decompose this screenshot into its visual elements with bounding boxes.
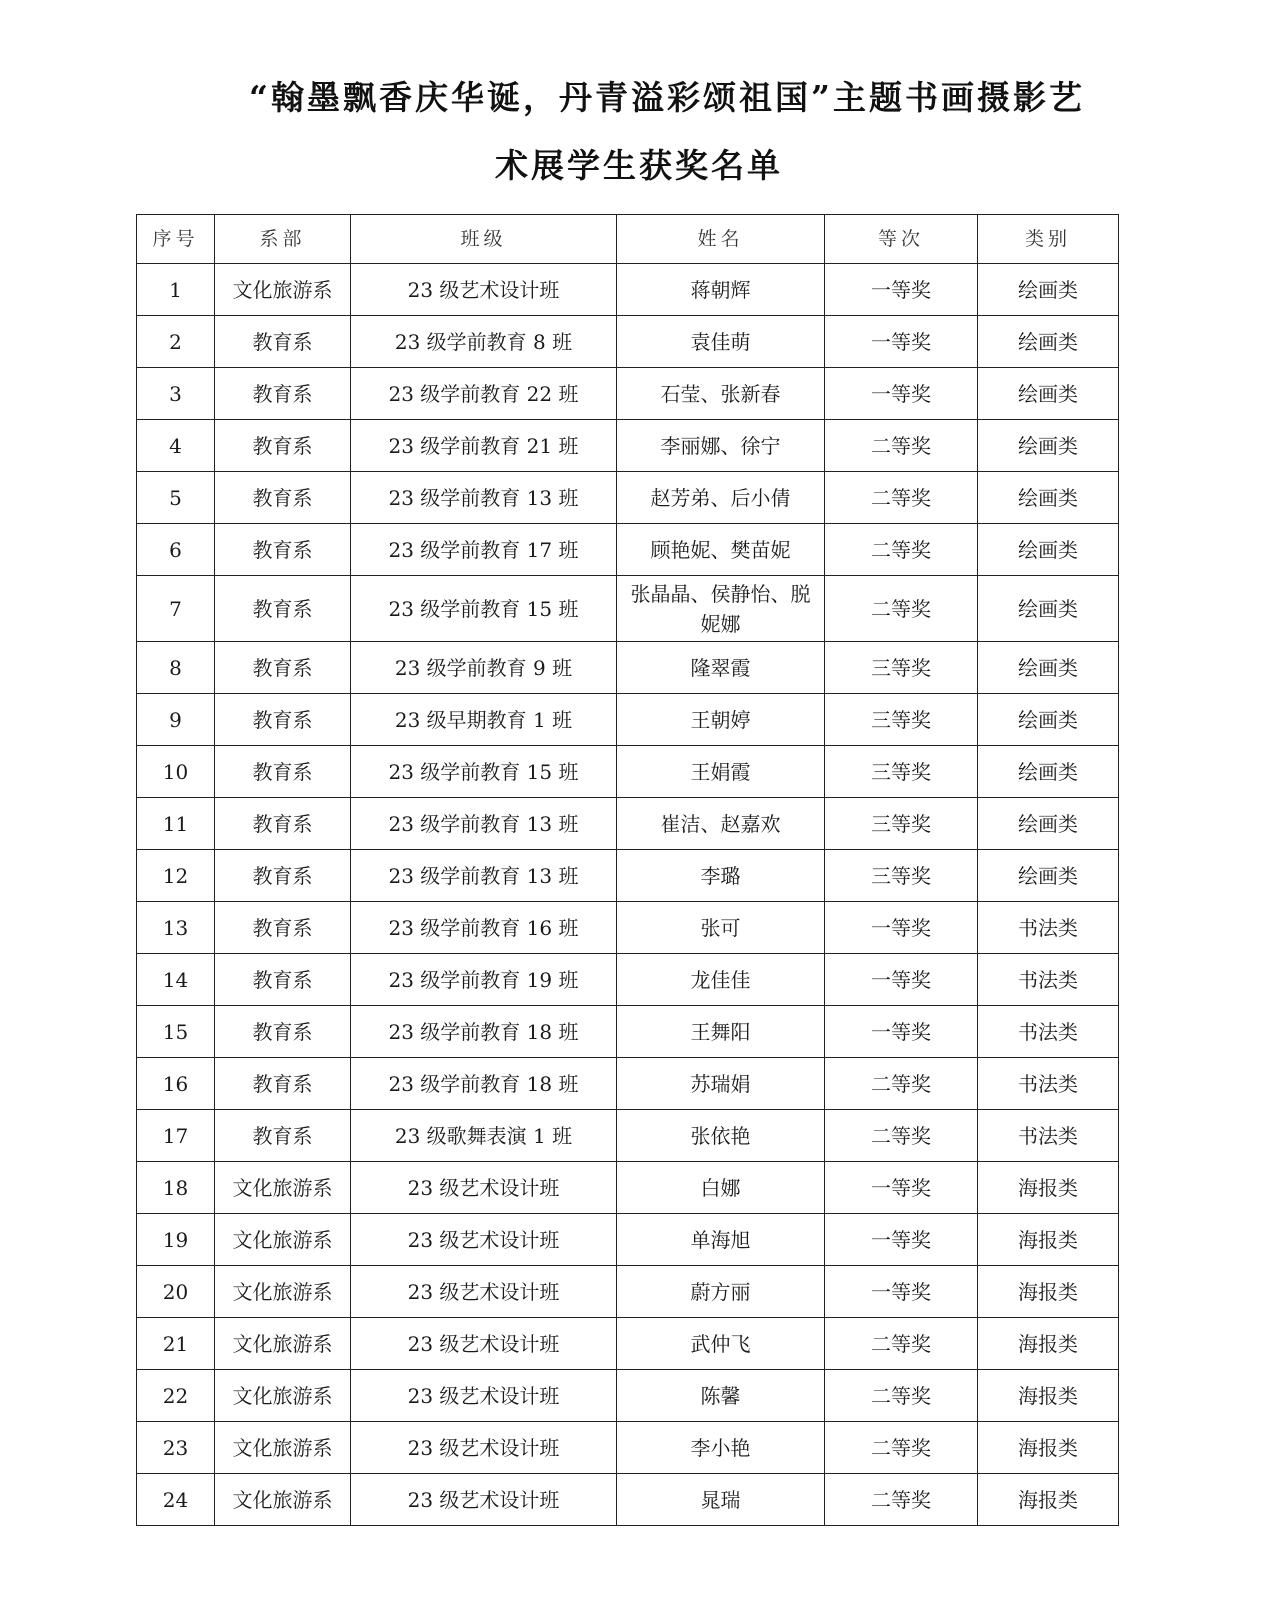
- award-table: [136, 214, 1119, 1526]
- cell-category: 海报类: [978, 1370, 1119, 1422]
- cell-rank: 一等奖: [825, 1214, 978, 1266]
- cell-rank: 二等奖: [825, 1110, 978, 1162]
- table-row: [137, 1006, 1119, 1058]
- cell-rank: 三等奖: [825, 850, 978, 902]
- cell-category: 书法类: [978, 902, 1119, 954]
- cell-name: 张依艳: [617, 1110, 825, 1162]
- cell-no: 23: [137, 1422, 215, 1474]
- cell-class: 23 级学前教育 15 班: [351, 576, 617, 642]
- cell-no: 14: [137, 954, 215, 1006]
- cell-no: 21: [137, 1318, 215, 1370]
- cell-name: 苏瑞娟: [617, 1058, 825, 1110]
- cell-name: 顾艳妮、樊苗妮: [617, 524, 825, 576]
- cell-rank: 二等奖: [825, 472, 978, 524]
- table-row: [137, 1318, 1119, 1370]
- table-row: [137, 1058, 1119, 1110]
- cell-no: 12: [137, 850, 215, 902]
- table-row: [137, 1266, 1119, 1318]
- cell-class: 23 级艺术设计班: [351, 1162, 617, 1214]
- table-row: [137, 1370, 1119, 1422]
- cell-category: 绘画类: [978, 798, 1119, 850]
- table-body: [137, 264, 1119, 1526]
- cell-name: 张可: [617, 902, 825, 954]
- cell-class: 23 级学前教育 18 班: [351, 1058, 617, 1110]
- cell-category: 书法类: [978, 1058, 1119, 1110]
- cell-rank: 二等奖: [825, 576, 978, 642]
- cell-class: 23 级学前教育 18 班: [351, 1006, 617, 1058]
- cell-name: 晁瑞: [617, 1474, 825, 1526]
- cell-rank: 一等奖: [825, 316, 978, 368]
- title-line-2: 术展学生获奖名单: [495, 146, 783, 185]
- cell-category: 海报类: [978, 1266, 1119, 1318]
- cell-class: 23 级歌舞表演 1 班: [351, 1110, 617, 1162]
- cell-category: 绘画类: [978, 420, 1119, 472]
- cell-name: 武仲飞: [617, 1318, 825, 1370]
- cell-category: 海报类: [978, 1162, 1119, 1214]
- cell-name: 白娜: [617, 1162, 825, 1214]
- cell-category: 书法类: [978, 954, 1119, 1006]
- cell-no: 4: [137, 420, 215, 472]
- cell-category: 绘画类: [978, 368, 1119, 420]
- header-rank: 等次: [825, 215, 978, 264]
- cell-department: 教育系: [215, 1058, 351, 1110]
- cell-no: 6: [137, 524, 215, 576]
- cell-name: 张晶晶、侯静怡、脱妮娜: [617, 576, 825, 642]
- cell-category: 书法类: [978, 1110, 1119, 1162]
- cell-rank: 三等奖: [825, 642, 978, 694]
- cell-name: 王朝婷: [617, 694, 825, 746]
- cell-class: 23 级学前教育 13 班: [351, 798, 617, 850]
- cell-no: 2: [137, 316, 215, 368]
- cell-no: 3: [137, 368, 215, 420]
- cell-category: 绘画类: [978, 524, 1119, 576]
- cell-rank: 三等奖: [825, 694, 978, 746]
- cell-rank: 二等奖: [825, 1474, 978, 1526]
- cell-class: 23 级学前教育 17 班: [351, 524, 617, 576]
- table-row: [137, 1214, 1119, 1266]
- cell-class: 23 级学前教育 19 班: [351, 954, 617, 1006]
- cell-class: 23 级艺术设计班: [351, 1214, 617, 1266]
- cell-rank: 一等奖: [825, 1162, 978, 1214]
- cell-no: 13: [137, 902, 215, 954]
- cell-department: 文化旅游系: [215, 264, 351, 316]
- table-row: [137, 902, 1119, 954]
- cell-category: 绘画类: [978, 642, 1119, 694]
- cell-class: 23 级学前教育 15 班: [351, 746, 617, 798]
- cell-rank: 一等奖: [825, 902, 978, 954]
- cell-department: 文化旅游系: [215, 1214, 351, 1266]
- cell-rank: 二等奖: [825, 420, 978, 472]
- cell-rank: 二等奖: [825, 1422, 978, 1474]
- document-title: [0, 68, 1274, 196]
- cell-department: 教育系: [215, 472, 351, 524]
- table-row: [137, 1474, 1119, 1526]
- cell-class: 23 级学前教育 13 班: [351, 472, 617, 524]
- cell-category: 海报类: [978, 1422, 1119, 1474]
- cell-department: 教育系: [215, 1006, 351, 1058]
- table-row: [137, 954, 1119, 1006]
- cell-class: 23 级学前教育 21 班: [351, 420, 617, 472]
- cell-category: 绘画类: [978, 850, 1119, 902]
- cell-department: 教育系: [215, 524, 351, 576]
- cell-name: 赵芳弟、后小倩: [617, 472, 825, 524]
- cell-class: 23 级艺术设计班: [351, 1474, 617, 1526]
- cell-rank: 三等奖: [825, 798, 978, 850]
- cell-name: 李璐: [617, 850, 825, 902]
- cell-no: 20: [137, 1266, 215, 1318]
- cell-class: 23 级学前教育 13 班: [351, 850, 617, 902]
- cell-no: 19: [137, 1214, 215, 1266]
- cell-no: 9: [137, 694, 215, 746]
- cell-category: 书法类: [978, 1006, 1119, 1058]
- cell-category: 绘画类: [978, 472, 1119, 524]
- cell-department: 教育系: [215, 694, 351, 746]
- header-category: 类别: [978, 215, 1119, 264]
- cell-category: 绘画类: [978, 264, 1119, 316]
- cell-class: 23 级艺术设计班: [351, 264, 617, 316]
- cell-name: 李丽娜、徐宁: [617, 420, 825, 472]
- header-no: 序号: [137, 215, 215, 264]
- cell-no: 11: [137, 798, 215, 850]
- cell-class: 23 级艺术设计班: [351, 1266, 617, 1318]
- cell-rank: 二等奖: [825, 1318, 978, 1370]
- cell-class: 23 级艺术设计班: [351, 1318, 617, 1370]
- cell-class: 23 级学前教育 16 班: [351, 902, 617, 954]
- cell-department: 文化旅游系: [215, 1474, 351, 1526]
- header-class: 班级: [351, 215, 617, 264]
- cell-category: 海报类: [978, 1474, 1119, 1526]
- title-line-1: “翰墨飘香庆华诞，丹青溢彩颂祖国”主题书画摄影艺: [249, 78, 1085, 117]
- cell-department: 教育系: [215, 954, 351, 1006]
- cell-category: 海报类: [978, 1214, 1119, 1266]
- table-row: [137, 524, 1119, 576]
- cell-department: 教育系: [215, 746, 351, 798]
- cell-class: 23 级艺术设计班: [351, 1370, 617, 1422]
- table-row: [137, 798, 1119, 850]
- cell-department: 文化旅游系: [215, 1162, 351, 1214]
- cell-no: 17: [137, 1110, 215, 1162]
- cell-no: 16: [137, 1058, 215, 1110]
- cell-rank: 一等奖: [825, 368, 978, 420]
- cell-department: 教育系: [215, 316, 351, 368]
- cell-department: 教育系: [215, 576, 351, 642]
- cell-name: 崔洁、赵嘉欢: [617, 798, 825, 850]
- cell-department: 教育系: [215, 850, 351, 902]
- cell-name: 蔚方丽: [617, 1266, 825, 1318]
- header-name: 姓名: [617, 215, 825, 264]
- cell-rank: 一等奖: [825, 954, 978, 1006]
- cell-rank: 一等奖: [825, 1006, 978, 1058]
- cell-name: 陈馨: [617, 1370, 825, 1422]
- cell-name: 龙佳佳: [617, 954, 825, 1006]
- cell-department: 文化旅游系: [215, 1318, 351, 1370]
- table-row: [137, 472, 1119, 524]
- cell-department: 教育系: [215, 798, 351, 850]
- cell-class: 23 级学前教育 8 班: [351, 316, 617, 368]
- cell-department: 文化旅游系: [215, 1370, 351, 1422]
- cell-category: 绘画类: [978, 694, 1119, 746]
- cell-category: 海报类: [978, 1318, 1119, 1370]
- cell-rank: 三等奖: [825, 746, 978, 798]
- cell-rank: 二等奖: [825, 524, 978, 576]
- cell-no: 24: [137, 1474, 215, 1526]
- cell-rank: 二等奖: [825, 1058, 978, 1110]
- table-row: [137, 368, 1119, 420]
- cell-department: 教育系: [215, 368, 351, 420]
- table-row: [137, 746, 1119, 798]
- cell-rank: 一等奖: [825, 264, 978, 316]
- cell-name: 蒋朝辉: [617, 264, 825, 316]
- cell-no: 18: [137, 1162, 215, 1214]
- cell-no: 10: [137, 746, 215, 798]
- table-row: [137, 576, 1119, 642]
- cell-department: 教育系: [215, 420, 351, 472]
- cell-no: 22: [137, 1370, 215, 1422]
- table-row: [137, 1162, 1119, 1214]
- table-row: [137, 1422, 1119, 1474]
- cell-department: 教育系: [215, 642, 351, 694]
- table-row: [137, 264, 1119, 316]
- table-row: [137, 850, 1119, 902]
- table-row: [137, 1110, 1119, 1162]
- cell-department: 教育系: [215, 1110, 351, 1162]
- cell-category: 绘画类: [978, 576, 1119, 642]
- table-row: [137, 642, 1119, 694]
- cell-no: 8: [137, 642, 215, 694]
- table-row: [137, 316, 1119, 368]
- cell-department: 文化旅游系: [215, 1266, 351, 1318]
- cell-class: 23 级学前教育 9 班: [351, 642, 617, 694]
- cell-rank: 一等奖: [825, 1266, 978, 1318]
- header-department: 系部: [215, 215, 351, 264]
- cell-class: 23 级学前教育 22 班: [351, 368, 617, 420]
- table-row: [137, 420, 1119, 472]
- cell-name: 隆翠霞: [617, 642, 825, 694]
- cell-name: 袁佳萌: [617, 316, 825, 368]
- cell-name: 单海旭: [617, 1214, 825, 1266]
- cell-name: 石莹、张新春: [617, 368, 825, 420]
- table-header-row: [137, 215, 1119, 264]
- table-row: [137, 694, 1119, 746]
- cell-class: 23 级早期教育 1 班: [351, 694, 617, 746]
- cell-name: 王娟霞: [617, 746, 825, 798]
- cell-no: 1: [137, 264, 215, 316]
- cell-department: 文化旅游系: [215, 1422, 351, 1474]
- cell-name: 王舞阳: [617, 1006, 825, 1058]
- cell-no: 5: [137, 472, 215, 524]
- cell-no: 15: [137, 1006, 215, 1058]
- cell-no: 7: [137, 576, 215, 642]
- cell-name: 李小艳: [617, 1422, 825, 1474]
- cell-category: 绘画类: [978, 316, 1119, 368]
- cell-rank: 二等奖: [825, 1370, 978, 1422]
- cell-category: 绘画类: [978, 746, 1119, 798]
- cell-class: 23 级艺术设计班: [351, 1422, 617, 1474]
- cell-department: 教育系: [215, 902, 351, 954]
